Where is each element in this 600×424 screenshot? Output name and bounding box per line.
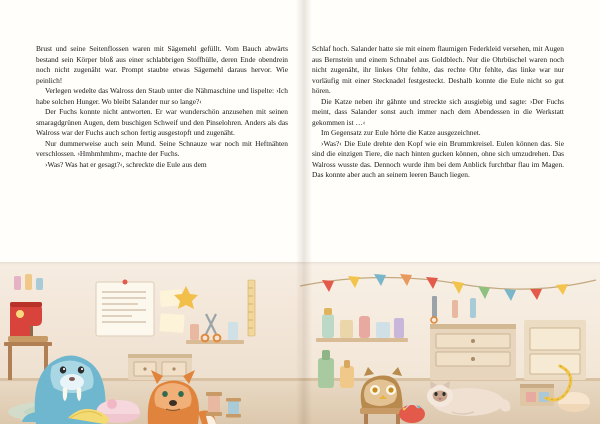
right-paragraph-4: ›Was?‹ Die Eule drehte den Kopf wie ein Brummkreisel. Eulen können das. Sie sind die einzigen Tiere, die nach hinten gucken können, ohne sich umzudrehen. Das Walross wusste das. Dennoch wurde ihm bei dem Anblick furchtbar flau im Magen. Das konnte aber auch an seinem leeren Bauch liegen. bbox=[312, 138, 564, 180]
left-paragraph-2: Verlegen wedelte das Walross den Staub unter die Nähmaschine und lispelte: ›Ich habe solchen Hunger. Wo bleibt Salander nur so lange?‹ bbox=[36, 86, 288, 106]
left-paragraph-1: Brust und seine Seitenflossen waren mit Sägemehl gefüllt. Vom Bauch abwärts bestand sein Körper bloß aus einer schlabbrigen Stoffhülle, deren Ende obendrein noch nicht zugenäht war. Prompt staubte etwas Sägemehl daraus hervor. Wie peinlich! bbox=[36, 44, 288, 85]
left-paragraph-3: Der Fuchs konnte nicht antworten. Er war wunderschön anzusehen mit seinen smaragdgrünen Augen, dem buschigen Schweif und den Pinselohren. Anders als das Walross war der Fuchs auch schon fertig ausgestopft und zugenäht. bbox=[36, 107, 288, 138]
ruler bbox=[248, 280, 255, 336]
left-paragraph-4: Nur dummerweise auch sein Mund. Seine Schnauze war noch mit Heftnähten verschlossen. ›Hmhmhmhm‹, machte der Fuchs. bbox=[36, 138, 288, 159]
left-paragraph-5: ›Was? Was hat er gesagt?‹, schreckte die Eule aus dem bbox=[45, 159, 207, 169]
right-paragraph-2: Die Katze neben ihr gähnte und streckte sich ausgiebig und sagte: ›Der Fuchs meint, dass Salander sonst auch immer nach dem Abendessen in die Werkstatt gekommen ist …‹ bbox=[312, 96, 564, 127]
right-page-column bbox=[312, 44, 564, 262]
pinboard bbox=[96, 280, 154, 337]
dresser bbox=[430, 320, 586, 380]
right-paragraph-3: Im Gegensatz zur Eule hörte die Katze ausgezeichnet. bbox=[321, 128, 481, 138]
left-page-column bbox=[36, 44, 288, 262]
illustration bbox=[0, 262, 600, 424]
right-paragraph-1: Schlaf hoch. Salander hatte sie mit einem flaumigen Federkleid versehen, mit Augen aus Bernstein und einem Schnabel aus Goldblech. Nur die Ohrbüschel waren noch nicht zugenäht, ihr linkes Ohr fehlte, das rechte Ohr fehlte, das linke war nur vorläufig mit einer Stecknadel festgesteckt. Deshalb konnte die Eule nicht so gut hören. bbox=[312, 44, 564, 96]
